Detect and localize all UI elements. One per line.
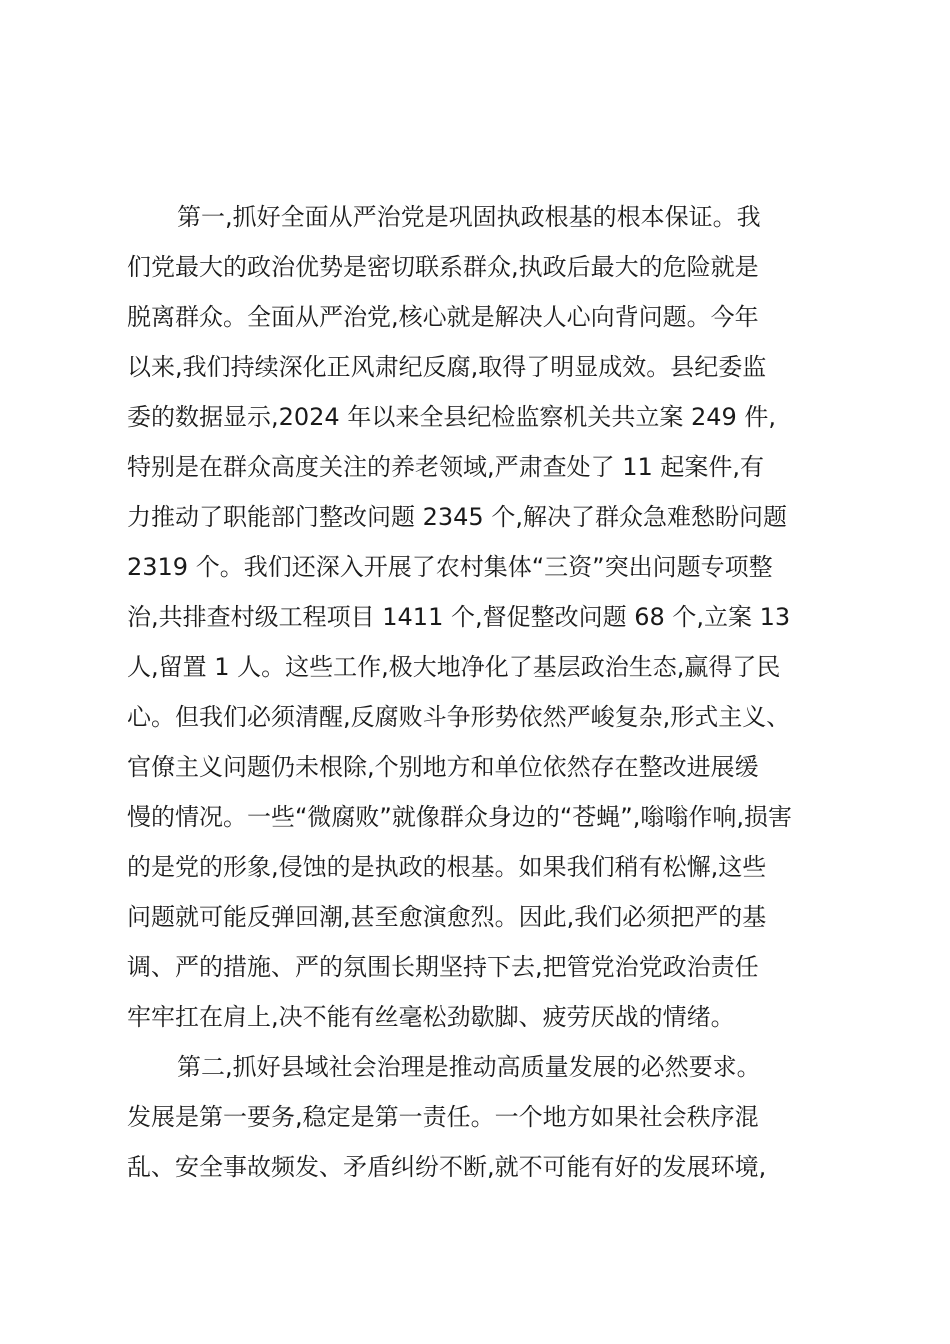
paragraph-line: 以来,我们持续深化正风肃纪反腐,取得了明显成效。县纪委监 — [127, 353, 767, 381]
paragraph-1 — [127, 192, 827, 1042]
paragraph-line: 委的数据显示,2024 年以来全县纪检监察机关共立案 249 件, — [127, 403, 777, 431]
document-body — [127, 192, 827, 1192]
paragraph-line: 调、严的措施、严的氛围长期坚持下去,把管党治党政治责任 — [127, 953, 759, 981]
paragraph-line: 心。但我们必须清醒,反腐败斗争形势依然严峻复杂,形式主义、 — [127, 703, 791, 731]
paragraph-line: 特别是在群众高度关注的养老领域,严肃查处了 11 起案件,有 — [127, 453, 765, 481]
paragraph-line: 人,留置 1 人。这些工作,极大地净化了基层政治生态,赢得了民 — [127, 653, 781, 681]
paragraph-line: 2319 个。我们还深入开展了农村集体“三资”突出问题专项整 — [127, 553, 773, 581]
paragraph-2 — [127, 1042, 827, 1192]
paragraph-line: 力推动了职能部门整改问题 2345 个,解决了群众急难愁盼问题 — [127, 503, 787, 531]
paragraph-line: 治,共排查村级工程项目 1411 个,督促整改问题 68 个,立案 13 — [127, 603, 791, 631]
paragraph-line: 脱离群众。全面从严治党,核心就是解决人心向背问题。今年 — [127, 303, 759, 331]
paragraph-line: 官僚主义问题仍未根除,个别地方和单位依然存在整改进展缓 — [127, 753, 759, 781]
paragraph-line: 第二,抓好县域社会治理是推动高质量发展的必然要求。 — [177, 1053, 761, 1081]
paragraph-line: 发展是第一要务,稳定是第一责任。一个地方如果社会秩序混 — [127, 1103, 759, 1131]
paragraph-line: 的是党的形象,侵蚀的是执政的根基。如果我们稍有松懈,这些 — [127, 853, 767, 881]
paragraph-line: 牢牢扛在肩上,决不能有丝毫松劲歇脚、疲劳厌战的情绪。 — [127, 1003, 735, 1031]
paragraph-line: 慢的情况。一些“微腐败”就像群众身边的“苍蝇”,嗡嗡作响,损害 — [127, 803, 792, 831]
paragraph-line: 问题就可能反弹回潮,甚至愈演愈烈。因此,我们必须把严的基 — [127, 903, 767, 931]
paragraph-line: 乱、安全事故频发、矛盾纠纷不断,就不可能有好的发展环境, — [127, 1153, 767, 1181]
paragraph-line: 们党最大的政治优势是密切联系群众,执政后最大的危险就是 — [127, 253, 759, 281]
paragraph-line: 第一,抓好全面从严治党是巩固执政根基的根本保证。我 — [177, 203, 761, 231]
